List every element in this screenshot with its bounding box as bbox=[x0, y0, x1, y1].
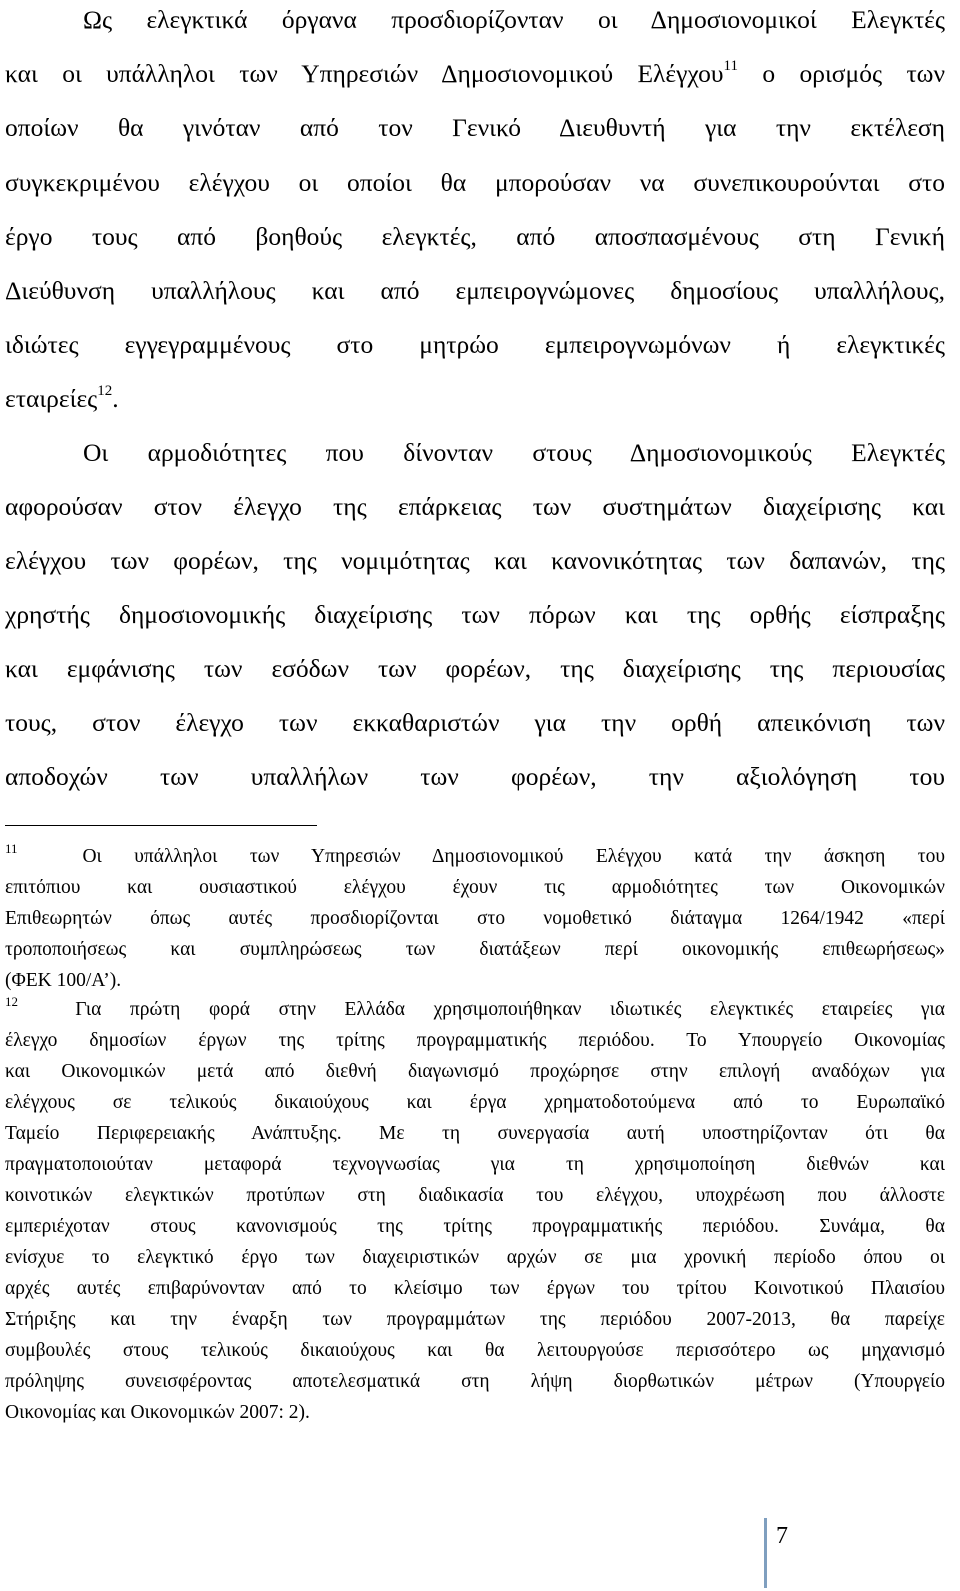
paragraph-2-line: χρηστής δημοσιονομικής διαχείρισης των πόρων και της ορθής είσπραξης bbox=[5, 600, 945, 629]
paragraph-1-line: συγκεκριμένου ελέγχου οι οποίοι θα μπορούσαν να συνεπικουρούνται στο bbox=[5, 168, 945, 197]
footnote-ref-11[interactable]: 11 bbox=[723, 58, 738, 74]
footnote-12-line: πραγματοποιούταν μεταφορά τεχνογνωσίας για τη χρησιμοποίηση διεθνών και bbox=[5, 1154, 945, 1175]
paragraph-2-line: αφορούσαν στον έλεγχο της επάρκειας των συστημάτων διαχείρισης και bbox=[5, 492, 945, 521]
paragraph-2-line: ελέγχου των φορέων, της νομιμότητας και κανονικότητας των δαπανών, της bbox=[5, 546, 945, 575]
footnote-12-line: αρχές αυτές επιβαρύνονταν από το κλείσιμο των έργων του τρίτου Κοινοτικού Πλαισίου bbox=[5, 1278, 945, 1299]
footnote-11-line: (ΦΕΚ 100/Α’). bbox=[5, 970, 122, 991]
paragraph-2-line: και εμφάνισης των εσόδων των φορέων, της διαχείρισης της περιουσίας bbox=[5, 654, 945, 683]
paragraph-1-line: Ως ελεγκτικά όργανα προσδιορίζονταν οι Δημοσιονομικοί Ελεγκτές bbox=[83, 5, 945, 34]
footnote-11-line: Επιθεωρητών όπως αυτές προσδιορίζονται στο νομοθετικό διάταγμα 1264/1942 «περί bbox=[5, 908, 945, 929]
footnote-12-line: κοινοτικών ελεγκτικών προτύπων στη διαδικασία του ελέγχου, υποχρέωση που άλλοστε bbox=[5, 1185, 945, 1206]
footnote-11-line: επιτόπιου και ουσιαστικού ελέγχου έχουν τις αρμοδιότητες των Οικονομικών bbox=[5, 877, 945, 898]
footnote-12-line: Ταμείο Περιφερειακής Ανάπτυξης. Με τη συνεργασία αυτή υποστηρίζονταν ότι θα bbox=[5, 1123, 945, 1144]
page-number-rule bbox=[764, 1518, 767, 1588]
footnote-12-line: Οικονομίας και Οικονομικών 2007: 2). bbox=[5, 1402, 310, 1423]
footnote-12-line: πρόληψης συνεισφέροντας αποτελεσματικά στη λήψη διορθωτικών μέτρων (Υπουργείο bbox=[5, 1371, 945, 1392]
footnote-12-line: συμβουλές στους τελικούς δικαιούχους και θα λειτουργούσε περισσότερο ως μηχανισμό bbox=[5, 1340, 945, 1361]
footnote-12-line: $^{12}$ Για πρώτη φορά στην Ελλάδα χρησιμοποιήθηκαν ιδιωτικές ελεγκτικές εταιρείες για bbox=[5, 994, 945, 1020]
paragraph-2-line: αποδοχών των υπαλλήλων των φορέων, την αξιολόγηση του bbox=[5, 762, 945, 791]
footnote-12-line: ελέγχους σε τελικούς δικαιούχους και έργα χρηματοδοτούμενα από το Ευρωπαϊκό bbox=[5, 1092, 945, 1113]
footnote-12-line: Στήριξης και την έναρξη των προγραμμάτων της περιόδου 2007-2013, θα παρείχε bbox=[5, 1309, 945, 1330]
footnote-12-line: έλεγχο δημοσίων έργων της τρίτης προγραμματικής περιόδου. Το Υπουργείο Οικονομίας bbox=[5, 1030, 945, 1051]
footnote-separator bbox=[5, 825, 317, 826]
page-number: 7 bbox=[776, 1523, 788, 1549]
footnote-ref-12[interactable]: 12 bbox=[97, 383, 113, 399]
footnote-12-line: ενίσχυε το ελεγκτικό έργο των διαχειριστικών αρχών σε μια χρονική περίοδο όπου οι bbox=[5, 1247, 945, 1268]
paragraph-1-line: και οι υπάλληλοι των Υπηρεσιών Δημοσιονομικού Ελέγχου$^{11}$ ο ορισμός των bbox=[5, 58, 946, 88]
paragraph-1-line: έργο τους από βοηθούς ελεγκτές, από αποσπασμένους στη Γενική bbox=[5, 222, 945, 251]
paragraph-1-line: εταιρείες$^{12}$. bbox=[5, 383, 119, 413]
paragraph-1-line: Διεύθυνση υπαλλήλους και από εμπειρογνώμονες δημοσίους υπαλλήλους, bbox=[5, 276, 945, 305]
footnote-12-line: εμπεριέχοταν στους κανονισμούς της τρίτης προγραμματικής περιόδου. Συνάμα, θα bbox=[5, 1216, 945, 1237]
paragraph-1-line: οποίων θα γινόταν από τον Γενικό Διευθυντή για την εκτέλεση bbox=[5, 113, 945, 142]
paragraph-1-line: ιδιώτες εγγεγραμμένους στο μητρώο εμπειρογνωμόνων ή ελεγκτικές bbox=[5, 330, 945, 359]
paragraph-2-line: τους, στον έλεγχο των εκκαθαριστών για την ορθή απεικόνιση των bbox=[5, 708, 945, 737]
footnote-marker-12: 12 bbox=[5, 994, 18, 1009]
footnote-marker-11: 11 bbox=[5, 841, 18, 856]
footnote-11-line: $^{11}$ Οι υπάλληλοι των Υπηρεσιών Δημοσιονομικού Ελέγχου κατά την άσκηση του bbox=[5, 841, 946, 867]
paragraph-2-line: Οι αρμοδιότητες που δίνονταν στους Δημοσιονομικούς Ελεγκτές bbox=[83, 438, 945, 467]
footnote-12-line: και Οικονομικών μετά από διεθνή διαγωνισμό προχώρησε στην επιλογή αναδόχων για bbox=[5, 1061, 945, 1082]
footnote-11-line: τροποποιήσεως και συμπληρώσεως των διατάξεων περί οικονομικής επιθεωρήσεως» bbox=[5, 939, 945, 960]
